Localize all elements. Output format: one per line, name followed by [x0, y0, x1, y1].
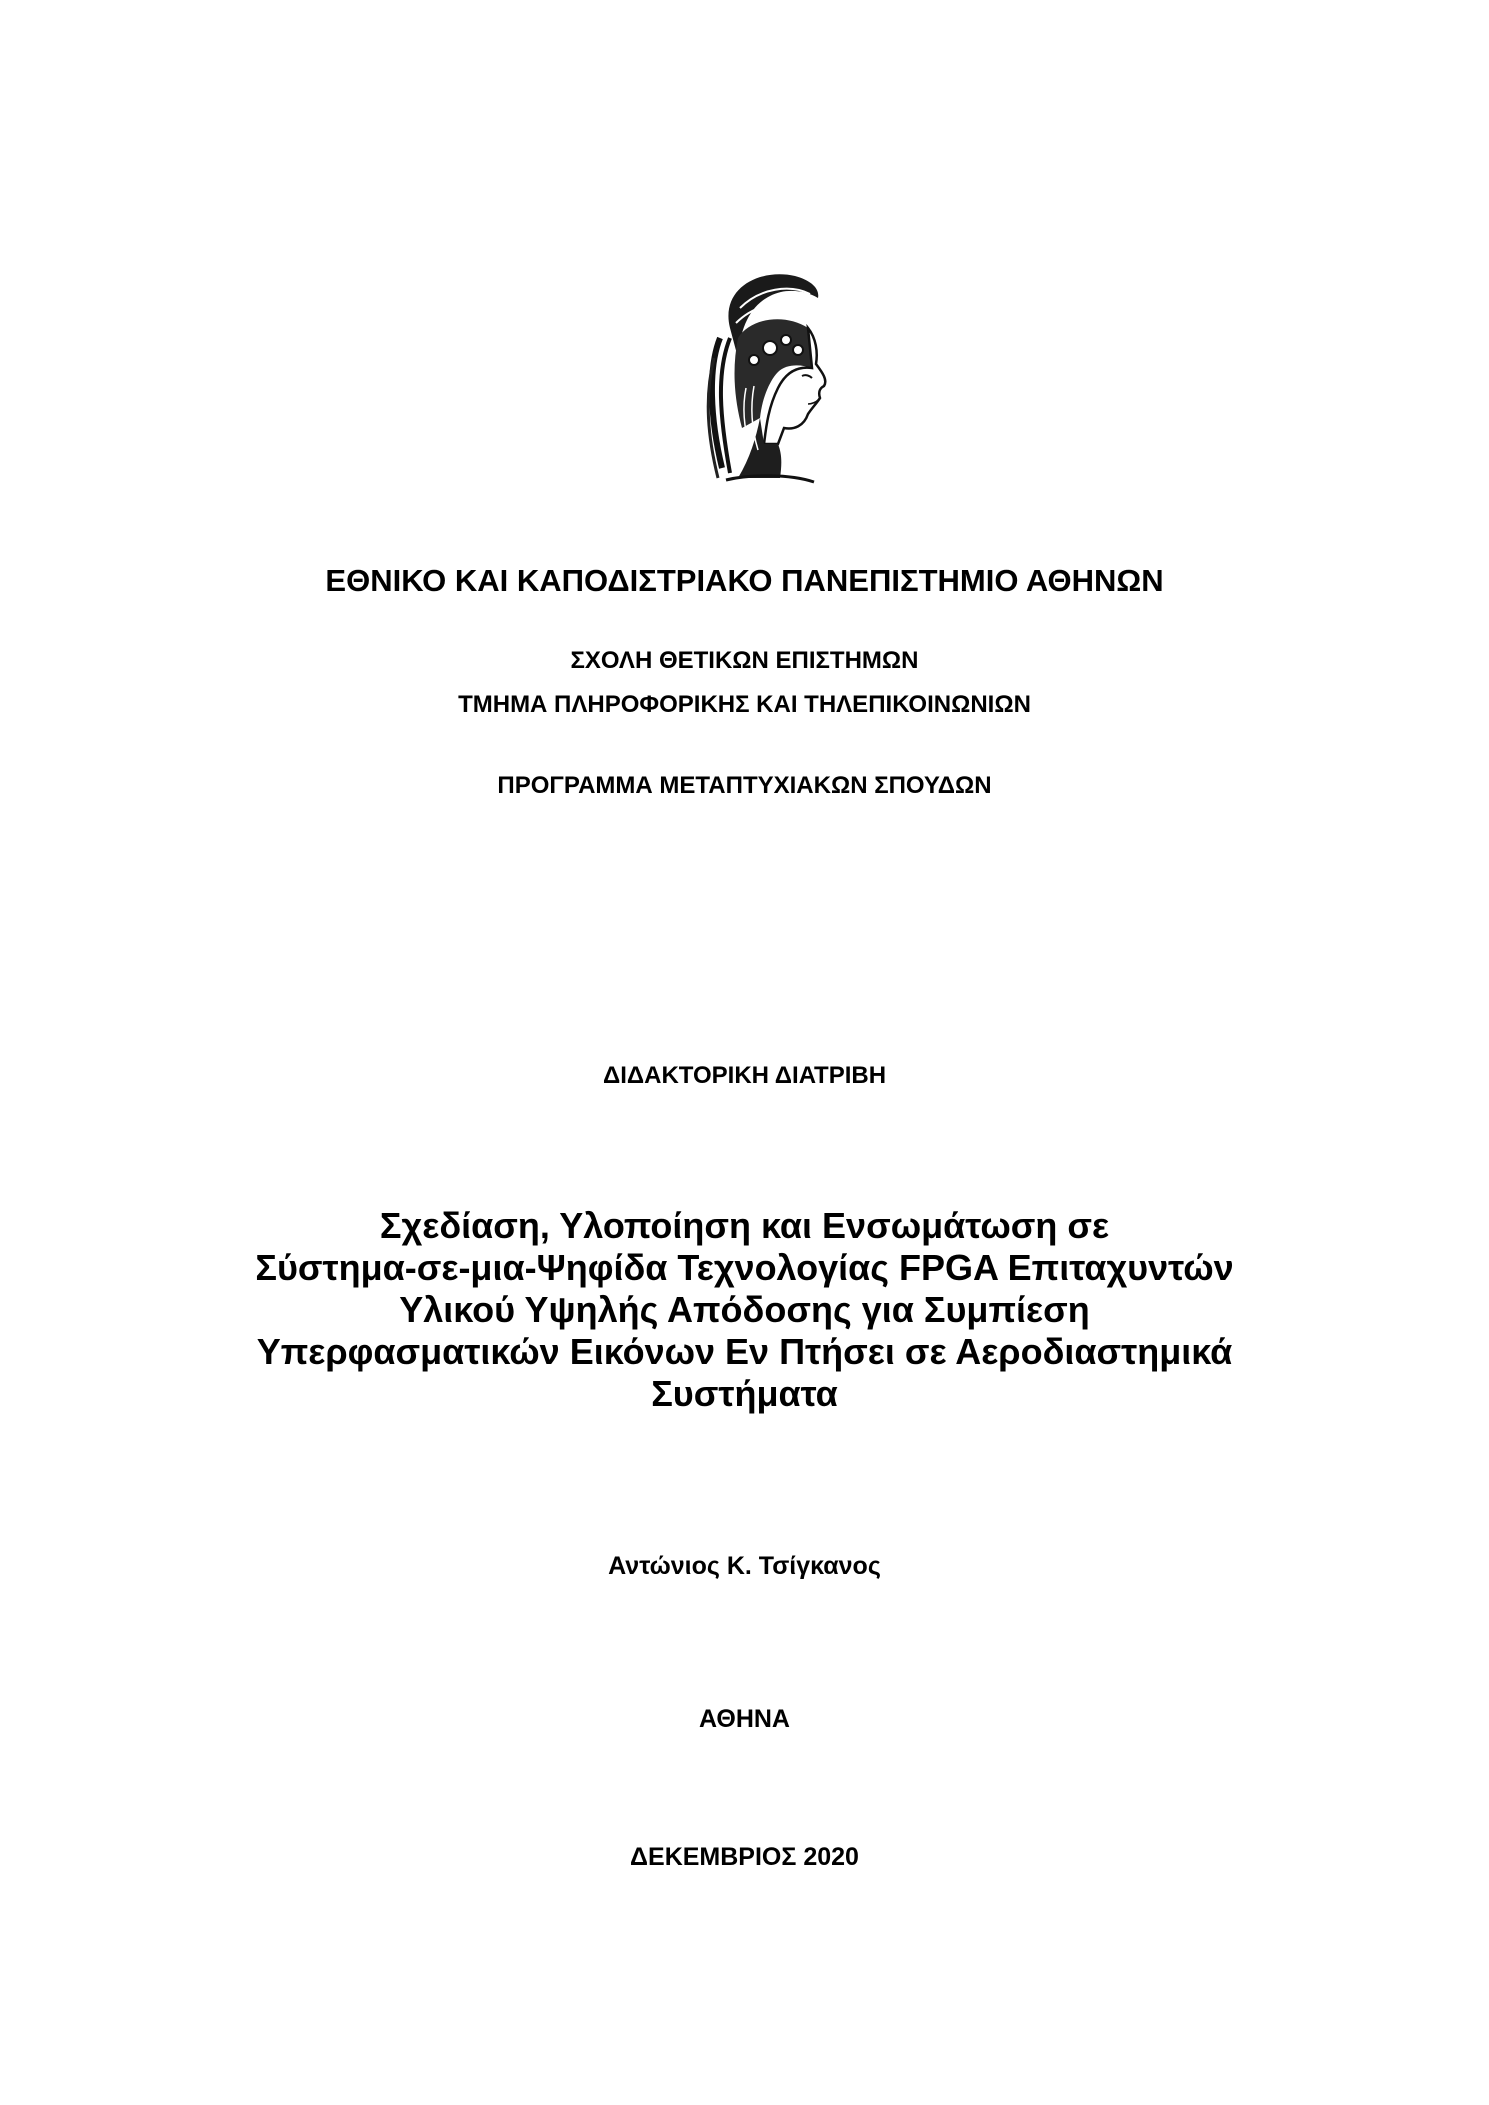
thesis-title	[0, 1205, 1489, 1415]
thesis-title-line: Σύστημα-σε-μια-Ψηφίδα Τεχνολογίας FPGA Επιταχυντών	[255, 1247, 1234, 1288]
university-name: ΕΘΝΙΚΟ ΚΑΙ ΚΑΠΟΔΙΣΤΡΙΑΚΟ ΠΑΝΕΠΙΣΤΗΜΙΟ ΑΘΗΝΩΝ	[325, 563, 1164, 598]
city: ΑΘΗΝΑ	[699, 1705, 790, 1733]
athena-head-emblem-icon	[690, 268, 840, 493]
department-name: ΤΜΗΜΑ ΠΛΗΡΟΦΟΡΙΚΗΣ ΚΑΙ ΤΗΛΕΠΙΚΟΙΝΩΝΙΩΝ	[458, 691, 1031, 718]
thesis-title-line: Υλικού Υψηλής Απόδοσης για Συμπίεση	[399, 1289, 1090, 1330]
date: ΔΕΚΕΜΒΡΙΟΣ 2020	[630, 1843, 859, 1871]
thesis-title-line: Υπερφασματικών Εικόνων Εν Πτήσει σε Αεροδιαστημικά	[256, 1331, 1233, 1372]
document-type: ΔΙΔΑΚΤΟΡΙΚΗ ΔΙΑΤΡΙΒΗ	[602, 1062, 887, 1089]
program-name: ΠΡΟΓΡΑΜΜΑ ΜΕΤΑΠΤΥΧΙΑΚΩΝ ΣΠΟΥΔΩΝ	[497, 772, 992, 799]
thesis-title-line: Σχεδίαση, Υλοποίηση και Ενσωμάτωση σε	[379, 1205, 1110, 1246]
thesis-title-line: Συστήματα	[651, 1373, 838, 1414]
author-name: Αντώνιος Κ. Τσίγκανος	[608, 1552, 881, 1580]
school-name: ΣΧΟΛΗ ΘΕΤΙΚΩΝ ΕΠΙΣΤΗΜΩΝ	[570, 647, 919, 674]
